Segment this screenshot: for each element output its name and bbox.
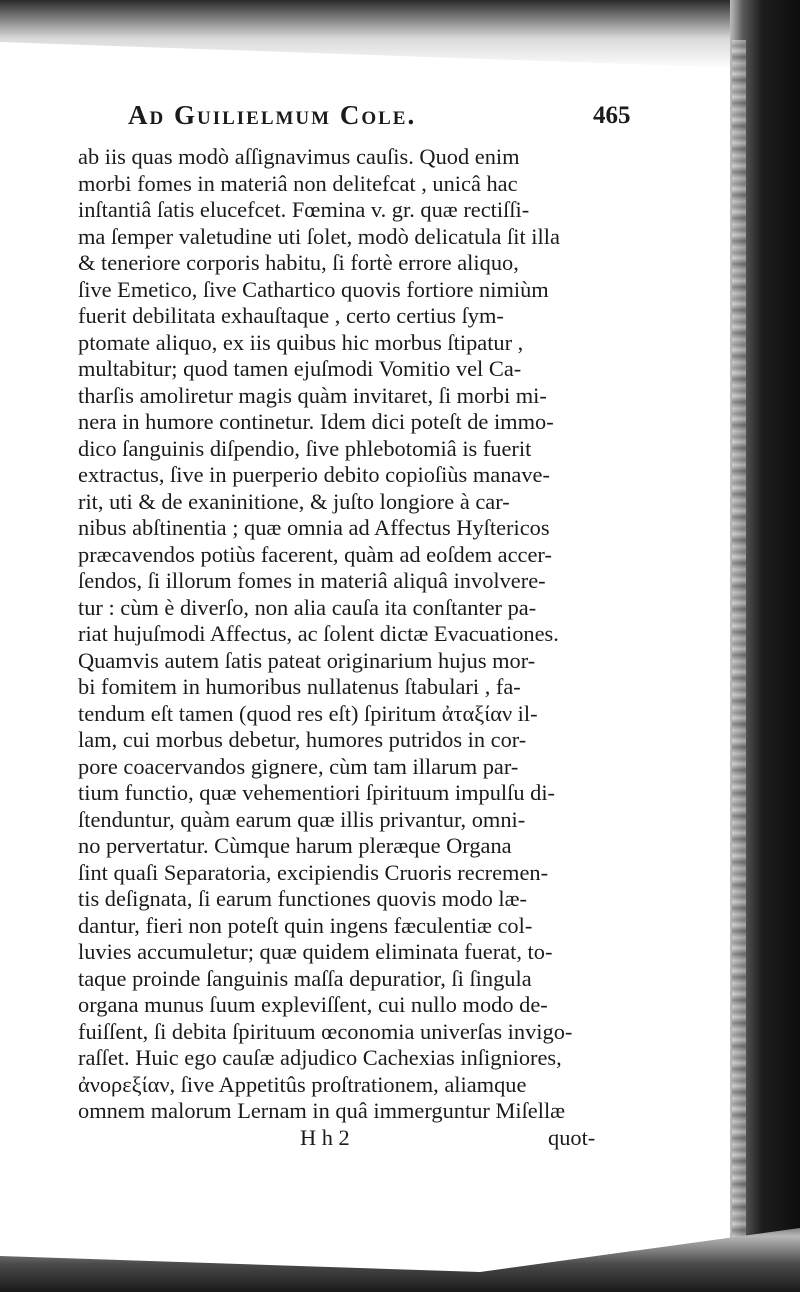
text-line: tium functio, quæ vehementiori ſpirituum impulſu di- <box>78 780 555 805</box>
text-line: multabitur; quod tamen ejuſmodi Vomitio vel Ca- <box>78 356 522 381</box>
text-line: tendum eſt tamen (quod res eſt) ſpiritum ἀταξίαν il- <box>78 700 538 726</box>
text-line: riat hujuſmodi Affectus, ac ſolent dictæ Evacuationes. <box>78 621 559 646</box>
text-line: luvies accumuletur; quæ quidem eliminata fuerat, to- <box>78 939 553 964</box>
text-line: præcavendos potiùs facerent, quàm ad eoſdem accer- <box>78 541 552 567</box>
text-line: no pervertatur. Cùmque harum pleræque Organa <box>78 833 512 858</box>
text-line: rit, uti & de exaninitione, & juſto longiore à car- <box>78 488 510 514</box>
scan-bottom-shadow <box>0 1212 800 1292</box>
text-line: taque proinde ſanguinis maſſa depuratior, ſi ſingula <box>78 965 532 991</box>
text-line: ptomate aliquo, ex iis quibus hic morbus ſtipatur , <box>78 329 524 355</box>
page-edges <box>732 40 746 1260</box>
text-line: fuiſſent, ſi debita ſpirituum œconomia univerſas invigo- <box>78 1018 573 1044</box>
text-line: inſtantiâ ſatis elucefcet. Fœmina v. gr. quæ rectiſſi- <box>78 197 530 222</box>
text-line: ſint quaſi Separatoria, excipiendis Cruoris recremen- <box>78 859 549 885</box>
signature-mark: H h 2 <box>300 1124 350 1150</box>
text-line: ἀνορεξίαν, ſive Appetitûs proſtrationem, aliamque <box>78 1071 527 1097</box>
text-line: Quamvis autem ſatis pateat originarium hujus mor- <box>78 647 536 673</box>
text-line: ſive Emetico, ſive Cathartico quovis fortiore nimiùm <box>78 276 549 302</box>
text-line: & teneriore corporis habitu, ſi fortè errore aliquo, <box>78 250 519 275</box>
text-line: nera in humore continetur. Idem dici poteſt de immo- <box>78 409 554 434</box>
text-line: ma ſemper valetudine uti ſolet, modò delicatula ſit illa <box>78 223 560 249</box>
text-line: ſendos, ſi illorum fomes in materiâ aliquâ involvere- <box>78 568 546 593</box>
text-line: tis deſignata, ſi earum functiones quovis modo læ- <box>78 886 527 911</box>
catchword: quot- <box>548 1124 596 1150</box>
text-line: organa munus ſuum expleviſſent, cui nullo modo de- <box>78 992 548 1017</box>
running-head-title: Ad Guilielmum Cole. <box>128 100 417 130</box>
text-line: fuerit debilitata exhauſtaque , certo certius ſym- <box>78 303 504 328</box>
text-line: ab iis quas modò aſſignavimus cauſis. Quod enim <box>78 144 520 169</box>
text-line: pore coacervandos gignere, cùm tam illarum par- <box>78 753 519 779</box>
text-line: ſtenduntur, quàm earum quæ illis privantur, omni- <box>78 806 526 832</box>
text-line: lam, cui morbus debetur, humores putridos in cor- <box>78 727 527 752</box>
body-text <box>78 144 728 1125</box>
text-line: omnem malorum Lernam in quâ immerguntur Miſellæ <box>78 1098 566 1123</box>
text-line: dico ſanguinis diſpendio, ſive phlebotomiâ is fuerit <box>78 435 532 461</box>
footer-line <box>78 1125 728 1152</box>
text-line: nibus abſtinentia ; quæ omnia ad Affectus Hyſtericos <box>78 515 550 540</box>
text-line: morbi fomes in materiâ non delitefcat , unicâ hac <box>78 170 518 196</box>
text-line: tharſis amoliretur magis quàm invitaret, ſi morbi mi- <box>78 382 547 408</box>
text-line: raſſet. Huic ego cauſæ adjudico Cachexias inſigniores, <box>78 1045 562 1070</box>
text-line: dantur, fieri non poteſt quin ingens fæculentiæ col- <box>78 912 533 938</box>
text-line: bi fomitem in humoribus nullatenus ſtabulari , fa- <box>78 674 521 699</box>
page-number: 465 <box>593 102 631 129</box>
book-page <box>78 100 728 1151</box>
scan-top-shadow <box>0 0 800 70</box>
text-line: tur : cùm è diverſo, non alia cauſa ita conſtanter pa- <box>78 594 537 620</box>
text-line: extractus, ſive in puerperio debito copioſiùs manave- <box>78 462 550 487</box>
running-head <box>78 100 728 144</box>
